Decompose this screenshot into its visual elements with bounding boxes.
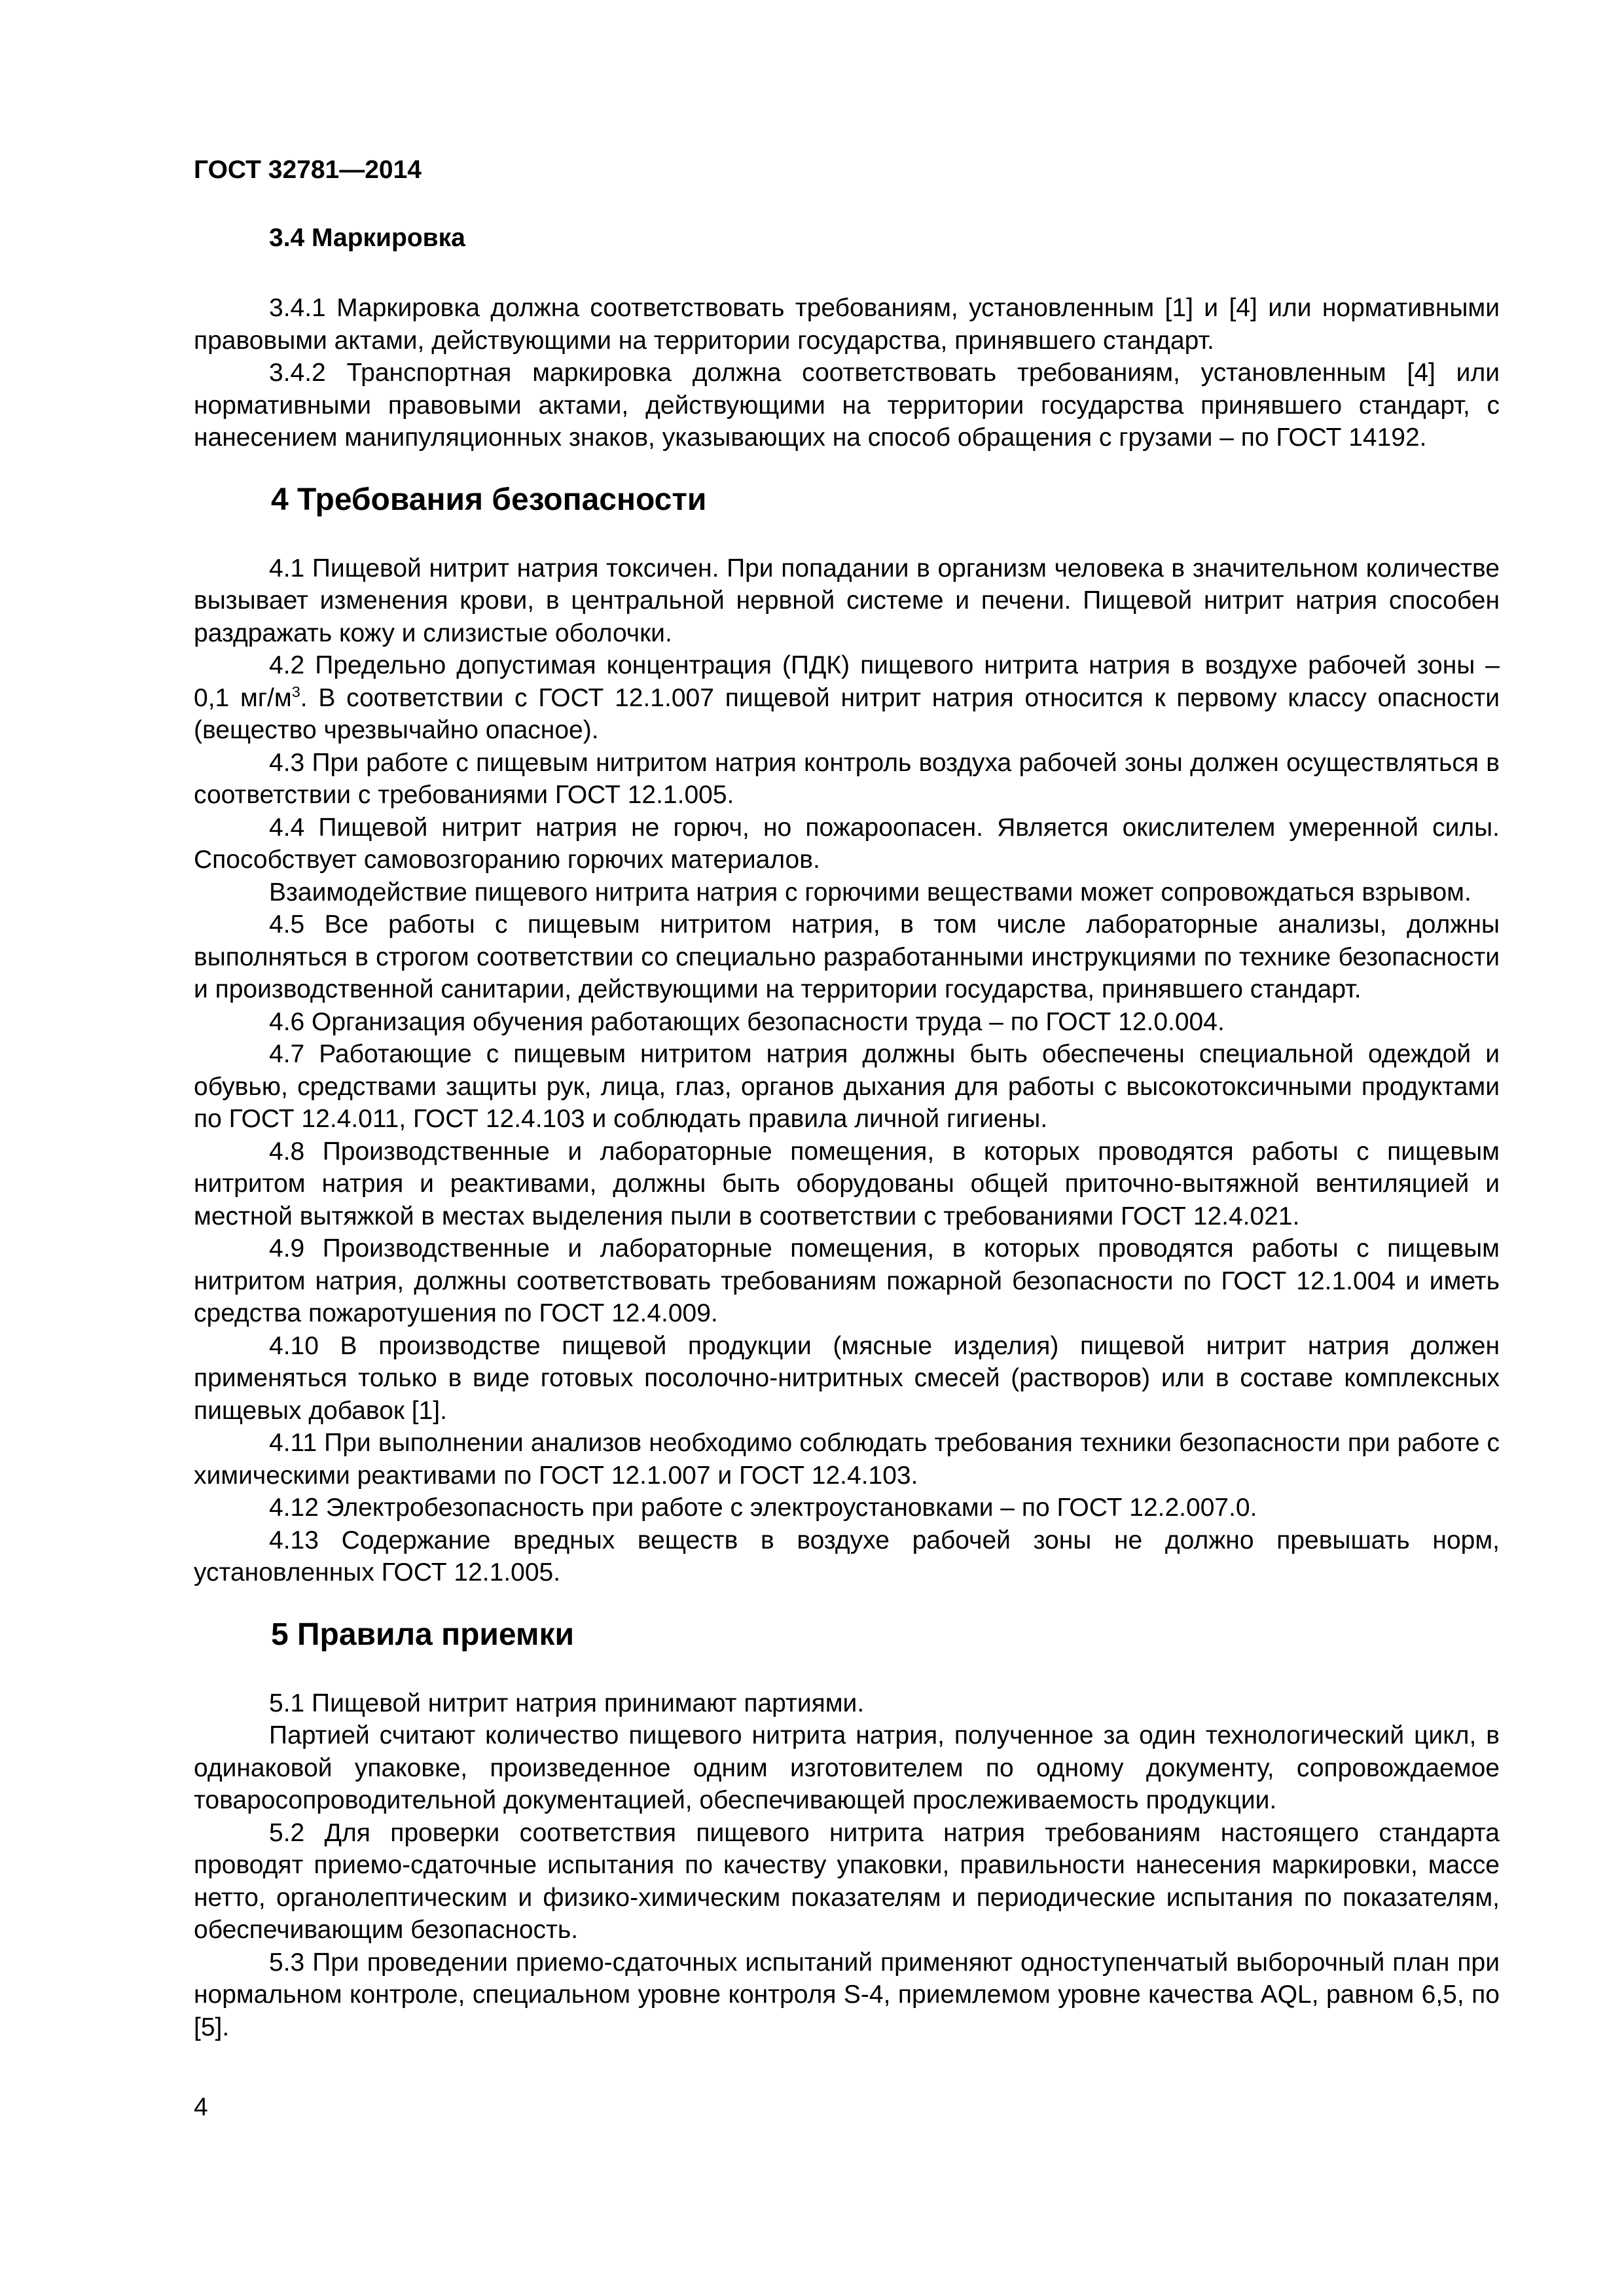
- document-page: [194, 154, 1500, 2043]
- paragraph-4-13: 4.13 Содержание вредных веществ в воздухе рабочей зоны не должно превышать норм, установленных ГОСТ 12.1.005.: [194, 1526, 1500, 1587]
- paragraph-4-12: 4.12 Электробезопасность при работе с электроустановками – по ГОСТ 12.2.007.0.: [269, 1494, 1257, 1522]
- paragraph-5-1-continued: Партией считают количество пищевого нитрита натрия, полученное за один технологический цикл, в одинаковой упаковке, произведенное одним изготовителем по одному документу, сопровождаемое товаросопроводительной документацией, обеспечивающей прослеживаемость продукции.: [194, 1721, 1500, 1814]
- page-number: 4: [194, 2093, 208, 2121]
- paragraph-4-2: [194, 649, 1500, 747]
- section-heading-5: 5 Правила приемки: [271, 1617, 575, 1652]
- paragraph-5-1: 5.1 Пищевой нитрит натрия принимают партиями.: [269, 1689, 865, 1717]
- paragraph-5-3: 5.3 При проведении приемо-сдаточных испытаний применяют одноступенчатый выборочный план при нормальном контроле, специальном уровне контроля S-4, приемлемом уровне качества AQL, равном 6,5, по [5].: [194, 1948, 1500, 2041]
- document-code-header: ГОСТ 32781—2014: [194, 156, 422, 184]
- section-heading-4: 4 Требования безопасности: [271, 482, 707, 517]
- paragraph-4-2-text-b: . В соответствии с ГОСТ 12.1.007 пищевой нитрит натрия относится к первому классу опасности (вещество чрезвычайно опасное).: [194, 683, 1500, 744]
- paragraph-4-6: 4.6 Организация обучения работающих безопасности труда – по ГОСТ 12.0.004.: [269, 1007, 1225, 1036]
- paragraph-5-2: 5.2 Для проверки соответствия пищевого нитрита натрия требованиям настоящего стандарта проводят приемо-сдаточные испытания по качеству упаковки, правильности нанесения маркировки, массе нетто, органолептическим и физико-химическим показателям и периодические испытания по показателям, обеспечивающим безопасность.: [194, 1818, 1500, 1944]
- paragraph-3-4-1: 3.4.1 Маркировка должна соответствовать требованиям, установленным [1] и [4] или нормативными правовыми актами, действующими на территории государства, принявшего стандарт.: [194, 294, 1500, 355]
- paragraph-4-11: 4.11 При выполнении анализов необходимо соблюдать требования техники безопасности при работе с химическими реактивами по ГОСТ 12.1.007 и ГОСТ 12.4.103.: [194, 1429, 1500, 1490]
- paragraph-4-3: 4.3 При работе с пищевым нитритом натрия контроль воздуха рабочей зоны должен осуществляться в соответствии с требованиями ГОСТ 12.1.005.: [194, 748, 1500, 809]
- paragraph-4-2-text-a: 4.2 Предельно допустимая концентрация (ПДК) пищевого нитрита натрия в воздухе рабочей зоны – 0,1 мг/м: [194, 651, 1500, 712]
- subsection-heading-3-4: 3.4 Маркировка: [269, 224, 465, 252]
- superscript-cubic: 3: [291, 683, 300, 700]
- paragraph-4-4: 4.4 Пищевой нитрит натрия не горюч, но пожароопасен. Является окислителем умеренной силы. Способствует самовозгоранию горючих материалов.: [194, 813, 1500, 874]
- paragraph-4-10: 4.10 В производстве пищевой продукции (мясные изделия) пищевой нитрит натрия должен применяться только в виде готовых посолочно-нитритных смесей (растворов) или в составе комплексных пищевых добавок [1].: [194, 1331, 1500, 1425]
- paragraph-4-9: 4.9 Производственные и лабораторные помещения, в которых проводятся работы с пищевым нитритом натрия, должны соответствовать требованиям пожарной безопасности по ГОСТ 12.1.004 и иметь средства пожаротушения по ГОСТ 12.4.009.: [194, 1234, 1500, 1327]
- paragraph-4-8: 4.8 Производственные и лабораторные помещения, в которых проводятся работы с пищевым нитритом натрия и реактивами, должны быть оборудованы общей приточно-вытяжной вентиляцией и местной вытяжкой в местах выделения пыли в соответствии с требованиями ГОСТ 12.4.021.: [194, 1137, 1500, 1230]
- paragraph-4-4-continued: Взаимодействие пищевого нитрита натрия с горючими веществами может сопровождаться взрывом.: [269, 878, 1471, 906]
- paragraph-3-4-2: 3.4.2 Транспортная маркировка должна соответствовать требованиям, установленным [4] или нормативными правовыми актами, действующими на территории государства принявшего стандарт, с нанесением манипуляционных знаков, указывающих на способ обращения с грузами – по ГОСТ 14192.: [194, 359, 1500, 452]
- paragraph-4-5: 4.5 Все работы с пищевым нитритом натрия, в том числе лабораторные анализы, должны выполняться в строгом соответствии со специально разработанными инструкциями по технике безопасности и производственной санитарии, действующими на территории государства, принявшего стандарт.: [194, 910, 1500, 1003]
- paragraph-4-1: 4.1 Пищевой нитрит натрия токсичен. При попадании в организм человека в значительном количестве вызывает изменения крови, в центральной нервной системе и печени. Пищевой нитрит натрия способен раздражать кожу и слизистые оболочки.: [194, 554, 1500, 647]
- paragraph-4-7: 4.7 Работающие с пищевым нитритом натрия должны быть обеспечены специальной одеждой и обувью, средствами защиты рук, лица, глаз, органов дыхания для работы с высокотоксичными продуктами по ГОСТ 12.4.011, ГОСТ 12.4.103 и соблюдать правила личной гигиены.: [194, 1040, 1500, 1133]
